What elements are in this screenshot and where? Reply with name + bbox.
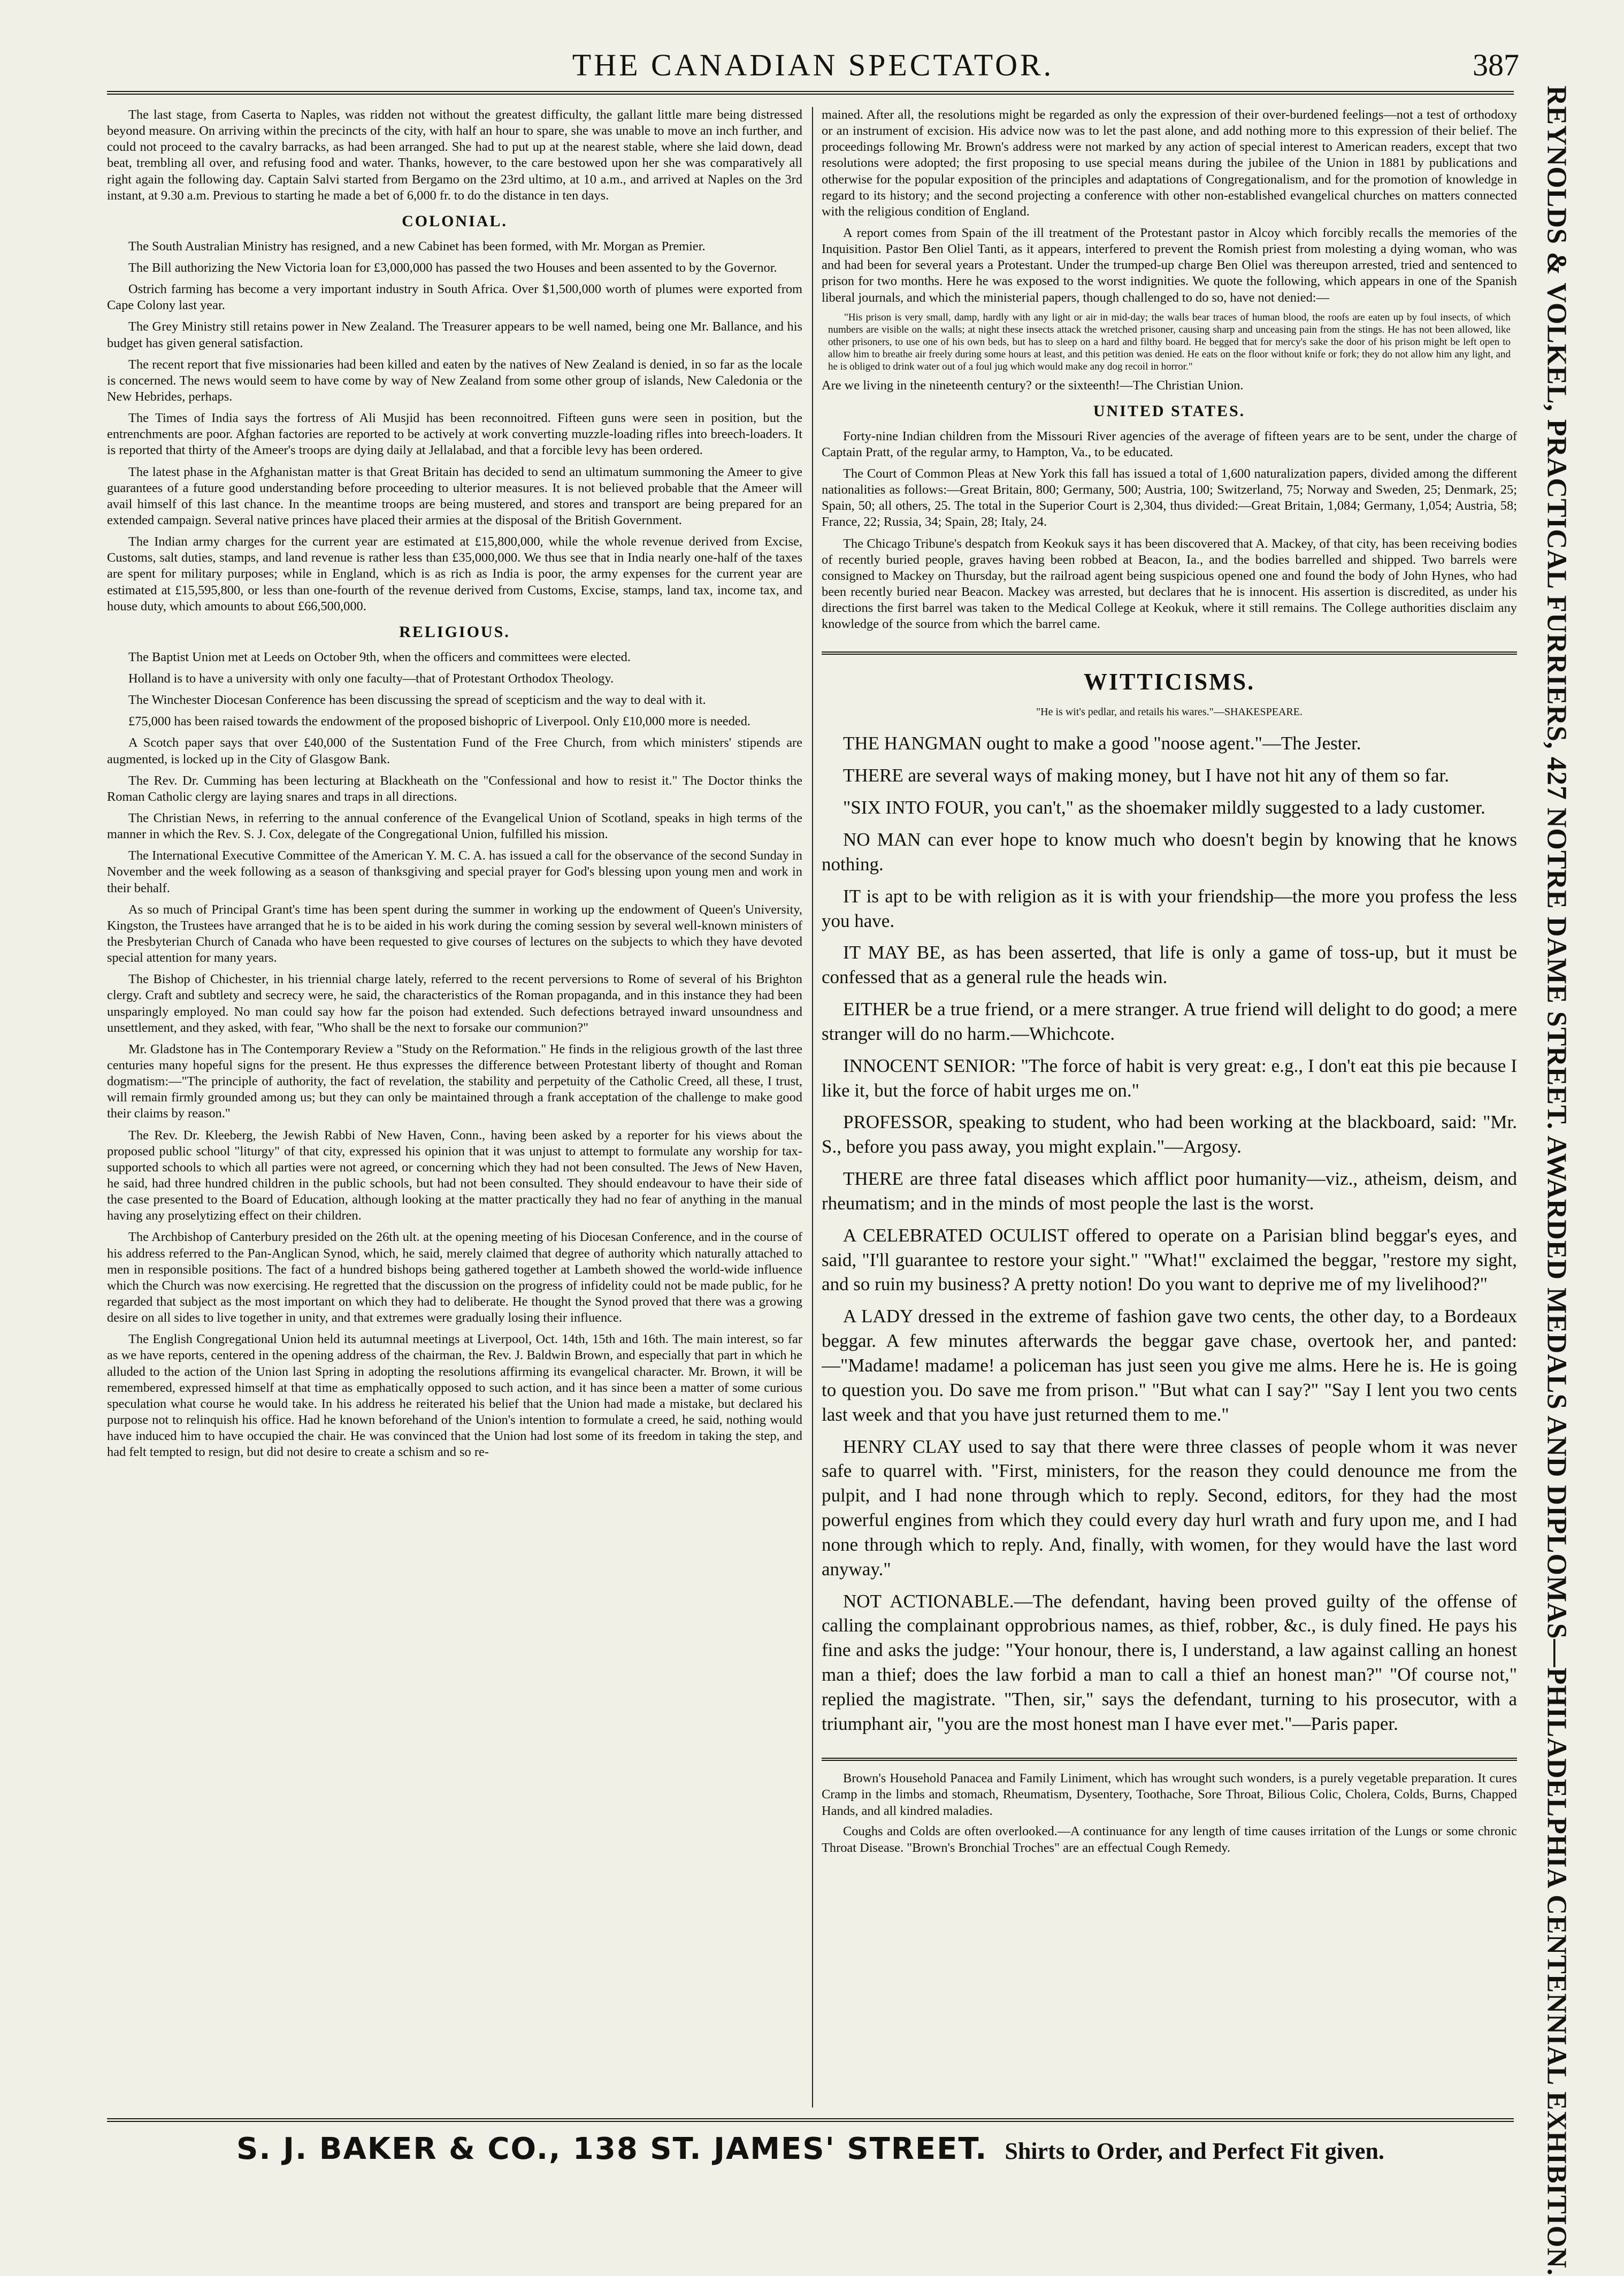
continuation-paragraph: A report comes from Spain of the ill treatment of the Protestant pastor in Alcoy which forcibly recalls the memories of the Inquisition. Pastor Ben Oliel Tanti, as it appears, interfered to prevent the Romish priest from molesting a dying woman, who was and had been for several years a Protestant. Under the trumped-up charge Ben Oliel was thereupon arrested, tried and sentenced to prison for two months. Here he was exposed to the worst indignities. We quote the following, which appears in one of the Spanish liberal journals, and which the ministerial papers, though challenged to do so, have not denied:—	[822, 225, 1517, 305]
left-column	[107, 107, 802, 2108]
column-divider	[812, 107, 813, 2108]
witticism: NO MAN can ever hope to know much who doesn't begin by knowing that he knows nothing.	[822, 829, 1517, 875]
footer-company: S. J. BAKER & CO., 138 ST. JAMES' STREET.	[236, 2132, 988, 2166]
witticism: "SIX INTO FOUR, you can't," as the shoemaker mildly suggested to a lady customer.	[843, 797, 1485, 818]
religious-item: The International Executive Committee of the American Y. M. C. A. has issued a call for the observance of the second Sunday in November and the week following as a season of thanksgiving and special prayer for God's blessing upon young men and work in their behalf.	[107, 848, 802, 895]
right-column	[822, 107, 1517, 2108]
side-advertisement-text: REYNOLDS & VOLKEL, PRACTICAL FURRIERS, 427 NOTRE DAME STREET. AWARDED MEDALS AND DIPLOMAS—PHILADELPHIA CENTENNIAL EXHIBITION.	[1541, 86, 1572, 2276]
colonial-item: The recent report that five missionaries had been killed and eaten by the natives of New Zealand is denied, in so far as the locale is concerned. The news would seem to have come by way of New Zealand from some other group of islands, New Caledonia or the New Hebrides, perhaps.	[107, 357, 802, 404]
religious-item: Holland is to have a university with only one faculty—that of Protestant Orthodox Theology.	[128, 671, 614, 686]
religious-item: The English Congregational Union held its autumnal meetings at Liverpool, Oct. 14th, 15th and 16th. The main interest, so far as we have reports, centered in the opening address of the chairman, the Rev. J. Baldwin Brown, and especially that part in which he alluded to the action of the Union last Spring in adopting the resolutions affirming its evangelical character. Mr. Brown, it will be remembered, expressed himself at that time as emphatically opposed to such action, and it has since been a matter of some curious speculation what course he would take. In his address he reiterated his belief that the Union had made a mistake, but declared his purpose not to relinquish his office. Had he known beforehand of the Union's intention to formulate a creed, he said, nothing would have induced him to have occupied the chair. He was convinced that the Union had lost some of its freedom in taking the step, and had felt tempted to resign, but did not desire to create a schism and so re-	[107, 1332, 802, 1460]
colonial-item: The Indian army charges for the current year are estimated at £15,800,000, while the whole revenue derived from Excise, Customs, salt duties, stamps, and land revenue is rather less than £35,000,000. We thus see that in India nearly one-half of the taxes are spent for military purposes; while in England, which is as rich as India is poor, the army expenses for the current year are estimated at £15,595,800, or less than one-fourth of the revenue derived from Customs, Excise, stamps, land tax, income tax, and house duty, which amounts to about £66,500,000.	[107, 534, 802, 614]
witticisms-list	[822, 731, 1517, 1736]
intro-paragraph: The last stage, from Caserta to Naples, was ridden not without the greatest difficulty, the gallant little mare being distressed beyond measure. On arriving within the precincts of the city, with half an hour to spare, she was unable to move an inch further, and could not proceed to the cavalry barracks, as had been arranged. She had to put up at the nearest stable, where she laid down, dead beat, trembling all over, and refusing food and water. Thanks, however, to the care bestowed upon her she was comparatively all right again the following day. Captain Salvi started from Bergamo on the 23rd ultimo, at 10 a.m., and arrived at Naples on the 3rd instant, at 9.30 a.m. Previous to starting he made a bet of 6,000 fr. to do the distance in ten days.	[107, 108, 802, 203]
religious-item: £75,000 has been raised towards the endowment of the proposed bishopric of Liverpool. Only £10,000 more is needed.	[128, 714, 751, 729]
witticism: THE HANGMAN ought to make a good "noose agent."—The Jester.	[843, 733, 1361, 754]
witticism: HENRY CLAY used to say that there were three classes of people whom it was never safe to quarrel with. "First, ministers, for the reason they could denounce me from the pulpit, and I had none through which to reply. Second, editors, for they had the most powerful engines from which they could every day hurl wrath and fury upon me, and I had none through which to reply. And, finally, with women, for they would have the last word anyway."	[822, 1436, 1517, 1580]
continuation-paragraph: mained. After all, the resolutions might be regarded as only the expression of their over-burdened feelings—not a test of orthodoxy or an instrument of excision. His advice now was to let the past alone, and add nothing more to this expression of their belief. The proceedings following Mr. Brown's address were not marked by any action of special interest to American readers, except that two resolutions were adopted; the first proposing to use special means during the jubilee of the Union in 1881 by publications and otherwise for the popular exposition of the principles and adaptations of Congregationalism, and for the promotion of knowledge in regard to its history; and the second projecting a conference with other non-established evangelical churches on matters connected with the religious condition of England.	[822, 108, 1517, 219]
us-item: Forty-nine Indian children from the Missouri River agencies of the average of fifteen years are to be sent, under the charge of Captain Pratt, of the regular army, to Hampton, Va., to be educated.	[822, 428, 1517, 459]
footer-advertisement	[107, 2132, 1514, 2174]
colonial-item: The Times of India says the fortress of Ali Musjid has been reconnoitred. Fifteen guns were seen in position, but the entrenchments are poor. Afghan factories are reported to be actively at work converting muzzle-loading rifles into breech-loaders. It is reported that thirty of the Ameer's troops are dying daily at Jellalabad, and that a forcible levy has been ordered.	[107, 411, 802, 458]
colonial-item: The latest phase in the Afghanistan matter is that Great Britain has decided to send an ultimatum summoning the Ameer to give guarantees of a future good understanding before proceeding to ulterior measures. It is not believed probable that the Ameer will avail himself of this last chance. In the meantime troops are being mustered, and stores and transport are being prepared for an extended campaign. Several native princes have placed their armies at the disposal of the British Government.	[107, 464, 802, 527]
colonial-heading: COLONIAL.	[402, 212, 508, 230]
religious-item: Mr. Gladstone has in The Contemporary Review a "Study on the Reformation." He finds in the religious growth of the last three centuries many hopeful signs for the present. He thus expresses the difference between Protestant liberty of thought and Roman dogmatism:—"The principle of authority, the fact of revelation, the stability and perpetuity of the Catholic Creed, all these, I trust, will remain firmly grounded among us; but they can only be maintained through a frank acceptation of the challenge to make good their claims by reason."	[107, 1041, 802, 1121]
religious-item: As so much of Principal Grant's time has been spent during the summer in working up the endowment of Queen's University, Kingston, the Trustees have arranged that he is to be aided in his work during the coming session by several well-known ministers of the Presbyterian Church of Canada who have been requested to give courses of lectures on the subjects to which they have devoted special attention for many years.	[107, 902, 802, 965]
witticism: A CELEBRATED OCULIST offered to operate on a Parisian blind beggar's eyes, and said, "I'll guarantee to restore your sight." "What!" exclaimed the beggar, "restore my sight, and so ruin my business? A pretty notion! Do you want to deprive me of my livelihood?"	[822, 1224, 1517, 1295]
prison-quote: "His prison is very small, damp, hardly with any light or air in mid-day; the walls bear traces of human blood, the roofs are eaten up by foul insects, of which numbers are visible on the walls; at night these insects attack the wretched prisoner, causing sharp and unceasing pain from the stings. He has not been allowed, like other prisoners, to use one of his own beds, but has to sleep on a hard and filthy board. He begged that for mercy's sake the door of his prison might be left open to allow him to breathe air freely during some hours at least, and this petition was denied. He eats on the floor without knife or fork; they do not allow him any light, and he is obliged to drink water out of a foul jug which would make any dog recoil in horror."	[828, 311, 1511, 373]
religious-item: A Scotch paper says that over £40,000 of the Sustentation Fund of the Free Church, from which ministers' stipends are augmented, is locked up in the City of Glasgow Bank.	[107, 735, 802, 767]
advertisement-rule	[822, 1758, 1517, 1761]
advertisement-liniment: Brown's Household Panacea and Family Liniment, which has wrought such wonders, is a purely vegetable preparation. It cures Cramp in the limbs and stomach, Rheumatism, Dysentery, Toothache, Sore Throat, Bilious Colic, Cholera, Colds, Burns, Chapped Hands, and all kindred maladies.	[822, 1771, 1517, 1818]
quote-attribution: Are we living in the nineteenth century? or the sixteenth!—The Christian Union.	[822, 378, 1244, 393]
religious-heading: RELIGIOUS.	[399, 623, 510, 641]
witticism: EITHER be a true friend, or a mere stranger. A true friend will delight to do good; a mere stranger will do no harm.—Whichcote.	[822, 999, 1517, 1044]
header-rule	[107, 91, 1514, 95]
colonial-item: Ostrich farming has become a very important industry in South Africa. Over $1,500,000 worth of plumes were exported from Cape Colony last year.	[107, 282, 802, 313]
religious-item: The Baptist Union met at Leeds on October 9th, when the officers and committees were elected.	[128, 649, 631, 664]
religious-item: The Christian News, in referring to the annual conference of the Evangelical Union of Scotland, speaks in high terms of the manner in which the Rev. S. J. Cox, delegate of the Congregational Union, fulfilled his mission.	[107, 811, 802, 842]
religious-item: The Rev. Dr. Cumming has been lecturing at Blackheath on the "Confessional and how to resist it." The Doctor thinks the Roman Catholic clergy are laying snares and traps in all directions.	[107, 773, 802, 804]
witticism: THERE are three fatal diseases which afflict poor humanity—viz., atheism, deism, and rheumatism; and in the minds of most people the last is the worst.	[822, 1168, 1517, 1214]
footer-tagline: Shirts to Order, and Perfect Fit given.	[1005, 2138, 1384, 2164]
united-states-heading: UNITED STATES.	[1093, 402, 1246, 420]
religious-item: The Winchester Diocesan Conference has been discussing the spread of scepticism and the way to deal with it.	[128, 693, 706, 708]
religious-item: The Bishop of Chichester, in his triennial charge lately, referred to the recent perversions to Rome of several of his Brighton clergy. Craft and subtlety and secrecy were, he said, the characteristics of the Roman propaganda, and in this instance they had been unsparingly employed. No man could say how far the poison had extended. Such defections betrayed inward unsoundness and unsettlement, and they asked, with fear, "Who shall be the next to forsake our communion?"	[107, 972, 802, 1035]
running-title: THE CANADIAN SPECTATOR.	[572, 48, 1054, 82]
witticism: A LADY dressed in the extreme of fashion gave two cents, the other day, to a Bordeaux beggar. A few minutes afterwards the beggar gave chase, overtook her, and panted:—"Madame! madame! a policeman has just seen you give me alms. Here he is. He is going to question you. Do save me from prison." "But what can I say?" "Say I lent you two cents last week and that you have just returned them to me."	[822, 1306, 1517, 1425]
us-item: The Chicago Tribune's despatch from Keokuk says it has been discovered that A. Mackey, of that city, has been receiving bodies of recently buried people, graves having been robbed at Beacon, Ia., and the bodies barrelled and shipped. Two barrels were consigned to Mackey on Thursday, but the railroad agent being suspicious opened one and found the body of John Hynes, who had been recently buried near Beacon. Mackey was arrested, but declares that he is innocent. His assertion is discredited, as under his directions the first barrel was taken to the Medical College at Keokuk, where it still remains. The College authorities disclaim any knowledge of the source from which the barrel came.	[822, 536, 1517, 632]
witticisms-rule	[822, 652, 1517, 655]
witticism: IT MAY BE, as has been asserted, that life is only a game of toss-up, but it must be confessed that as a general rule the heads win.	[822, 942, 1517, 988]
advertisement-troches: Coughs and Colds are often overlooked.—A continuance for any length of time causes irritation of the Lungs or some chronic Throat Disease. "Brown's Bronchial Troches" are an effectual Cough Remedy.	[822, 1824, 1517, 1855]
colonial-item: The Grey Ministry still retains power in New Zealand. The Treasurer appears to be well named, being one Mr. Ballance, and his budget has given general satisfaction.	[107, 319, 802, 350]
page-header	[107, 45, 1519, 91]
witticism: IT is apt to be with religion as it is with your friendship—the more you profess the less you have.	[822, 885, 1517, 931]
witticism: PROFESSOR, speaking to student, who had been working at the blackboard, said: "Mr. S., before you pass away, you might explain."—Argosy.	[822, 1112, 1517, 1158]
witticism: NOT ACTIONABLE.—The defendant, having been proved guilty of the offense of calling the complainant opprobrious names, as thief, robber, &c., is duly fined. He pays his fine and asks the judge: "Your honour, there is, I understand, a law against calling an honest man a thief; does the law forbid a man to call a thief an honest man?" "Of course not," replied the magistrate. "Then, sir," says the defendant, turning to his prosecutor, with a triumphant air, "you are the most honest man I have ever met."—Paris paper.	[822, 1590, 1517, 1734]
colonial-item: The South Australian Ministry has resigned, and a new Cabinet has been formed, with Mr. Morgan as Premier.	[128, 239, 706, 254]
side-advertisement	[1530, 86, 1583, 2276]
colonial-item: The Bill authorizing the New Victoria loan for £3,000,000 has passed the two Houses and been assented to by the Governor.	[128, 260, 777, 275]
footer-rule	[107, 2118, 1514, 2122]
witticisms-heading: WITTICISMS.	[1083, 669, 1255, 695]
religious-item: The Archbishop of Canterbury presided on the 26th ult. at the opening meeting of his Diocesan Conference, and in the course of his address referred to the Pan-Anglican Synod, which, he said, merely claimed that degree of authority which naturally attached to men in responsible positions. The fact of a hundred bishops being gathered together at Lambeth showed the world-wide influence which the Church was now exercising. He regretted that the discussion on the progress of infidelity could not be made public, for he regarded that subject as the most important on which they had to deliberate. He thought the Synod proved that there was a growing desire on all sides to live together in unity, and that extremes were gradually losing their influence.	[107, 1230, 802, 1325]
witticism: THERE are several ways of making money, but I have not hit any of them so far.	[843, 765, 1449, 786]
us-item: The Court of Common Pleas at New York this fall has issued a total of 1,600 naturalization papers, divided among the different nationalities as follows:—Great Britain, 800; Germany, 500; Austria, 100; Switzerland, 75; Norway and Sweden, 25; Denmark, 25; Spain, 50; all others, 25. The total in the Superior Court is 2,304, thus divided:—Great Britain, 1,084; Germany, 1,054; Austria, 58; France, 22; Russia, 34; Spain, 28; Italy, 24.	[822, 466, 1517, 530]
religious-item: The Rev. Dr. Kleeberg, the Jewish Rabbi of New Haven, Conn., having been asked by a reporter for his views about the proposed public school "liturgy" of that city, expressed his opinion that it was unjust to attempt to formulate any worship for tax-supported schools to which all parties were not agreed, or concerning which they had not been consulted. The Jews of New Haven, he said, had three hundred children in the public schools, but had not been consulted. They should endeavour to have their side of the case presented to the Board of Education, although looking at the matter practically they had no fear of anything in the manual having any proselytizing effect on their children.	[107, 1128, 802, 1223]
advertisements	[822, 1771, 1517, 1857]
page-number: 387	[1473, 48, 1519, 82]
witticisms-epigraph: "He is wit's pedlar, and retails his wares."—SHAKESPEARE.	[1036, 706, 1303, 718]
witticism: INNOCENT SENIOR: "The force of habit is very great: e.g., I don't eat this pie because I like it, but the force of habit urges me on."	[822, 1055, 1517, 1101]
